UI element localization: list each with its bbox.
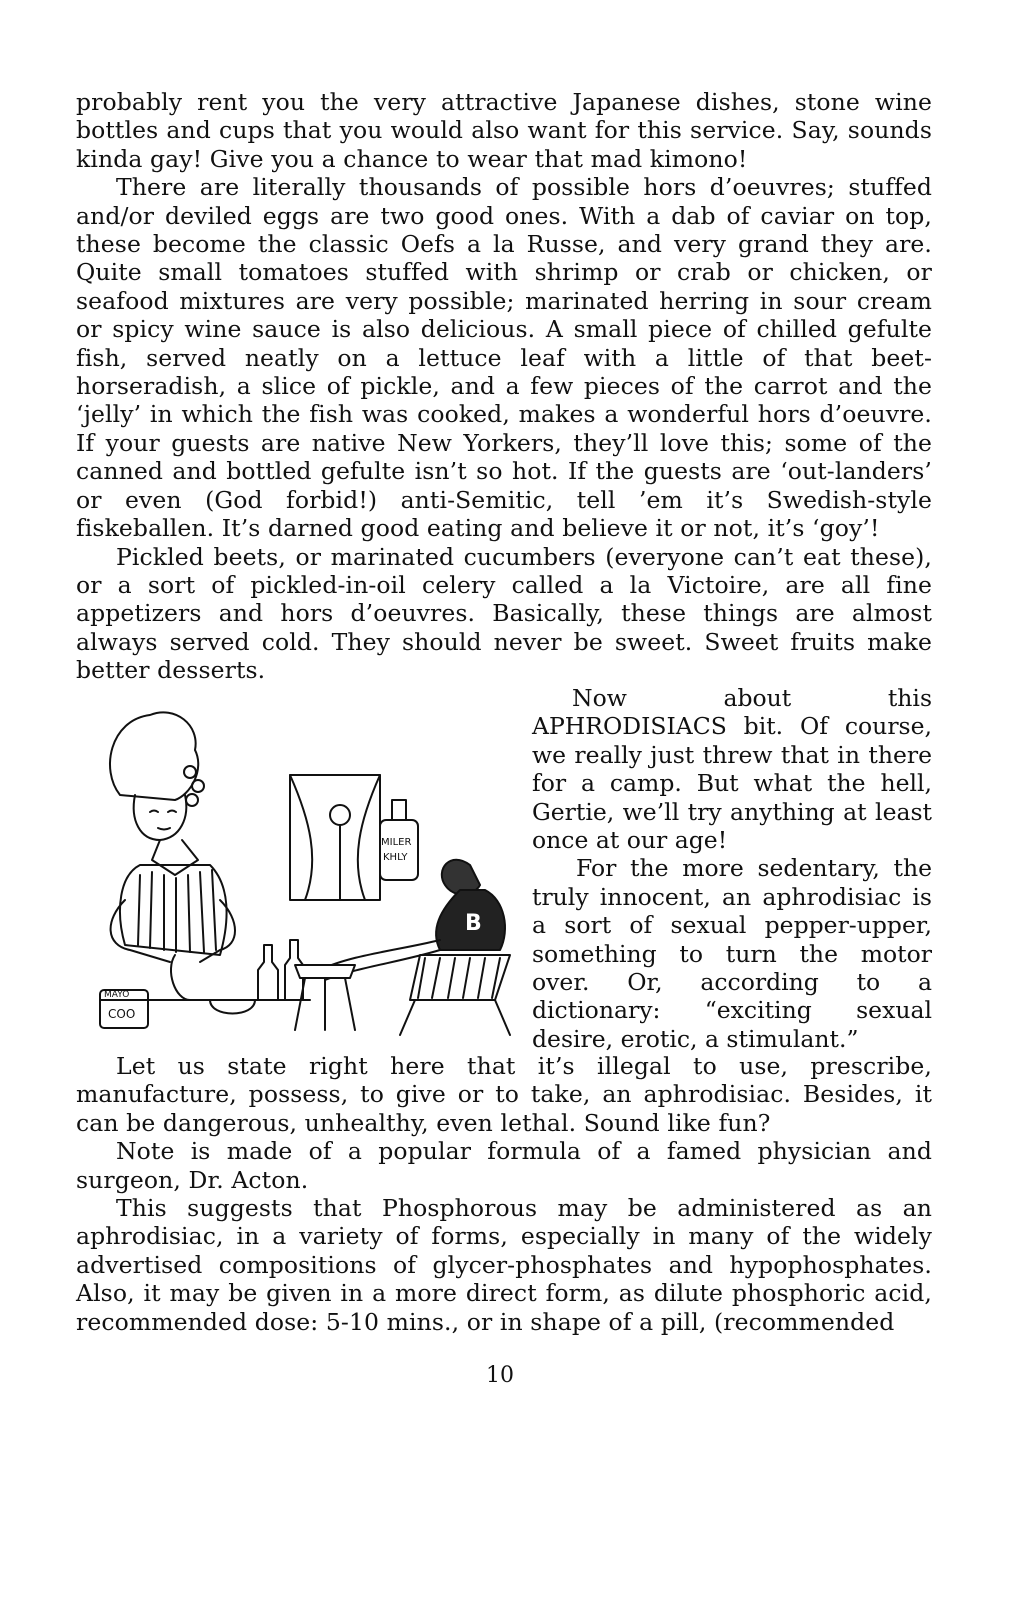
paragraph: For the more sedentary, the truly innocent, an aphrodisiac is a sort of sexual pepper-upper, something to turn the motor over. Or, according to a dictionary: “exciting sexual desire, erotic, a stimulant.”	[532, 854, 932, 1053]
illustration-chef-and-lounging-woman	[80, 700, 525, 1045]
paragraph: Note is made of a popular formula of a famed physician and surgeon, Dr. Acton.	[76, 1137, 932, 1194]
bottle-label-bottom: KHLY	[383, 852, 408, 863]
sweater-letter: B	[465, 911, 482, 936]
paragraph: Let us state right here that it’s illegal to use, prescribe, manufacture, possess, to give or to take, an aphrodisiac. Besides, it can be dangerous, unhealthy, even lethal. Sound like fun?	[76, 1052, 932, 1137]
jar-label-top: MAYO	[104, 990, 130, 1000]
jar-label-bottom: COO	[108, 1007, 136, 1021]
paragraph: There are literally thousands of possible hors d’oeuvres; stuffed and/or deviled eggs are two good ones. With a dab of caviar on top, these become the classic Oefs a la Russe, and very grand they are. Quite small tomatoes stuffed with shrimp or crab or chicken, or seafood mixtures are very possible; marinated herring in sour cream or spicy wine sauce is also delicious. A small piece of chilled gefulte fish, served neatly on a lettuce leaf with a little of that beet-horseradish, a slice of pickle, and a few pieces of the carrot and the ‘jelly’ in which the fish was cooked, makes a wonderful hors d’oeuvre. If your guests are native New Yorkers, they’ll love this; some of the canned and bottled gefulte isn’t so hot. If the guests are ‘out-landers’ or even (God forbid!) anti-Semitic, tell ’em it’s Swedish-style fiskeballen. It’s darned good eating and believe it or not, it’s ‘goy’!	[76, 173, 932, 543]
text-block-side	[532, 684, 932, 1053]
text-block-top	[76, 88, 932, 685]
text-block-bottom	[76, 1052, 932, 1336]
paragraph: This suggests that Phosphorous may be administered as an aphrodisiac, in a variety of forms, especially in many of the widely advertised compositions of glycer-phosphates and hypophosphates. Also, it may be given in a more direct form, as dilute phosphoric acid, recommended dose: 5-10 mins., or in shape of a pill, (recommended	[76, 1194, 932, 1336]
paragraph: probably rent you the very attractive Japanese dishes, stone wine bottles and cups that you would also want for this service. Say, sounds kinda gay! Give you a chance to wear that mad kimono!	[76, 88, 932, 173]
page-number: 10	[486, 1363, 514, 1388]
paragraph: Pickled beets, or marinated cucumbers (everyone can’t eat these), or a sort of pickled-in-oil celery called a la Victoire, are all fine appetizers and hors d’oeuvres. Basically, these things are almost always served cold. They should never be sweet. Sweet fruits make better desserts.	[76, 542, 932, 685]
bottle-label-top: MILER	[381, 837, 412, 848]
paragraph: Now about this APHRODISIACS bit. Of course, we really just threw that in there for a camp. But what the hell, Gertie, we’ll try anything at least once at our age!	[532, 684, 932, 855]
